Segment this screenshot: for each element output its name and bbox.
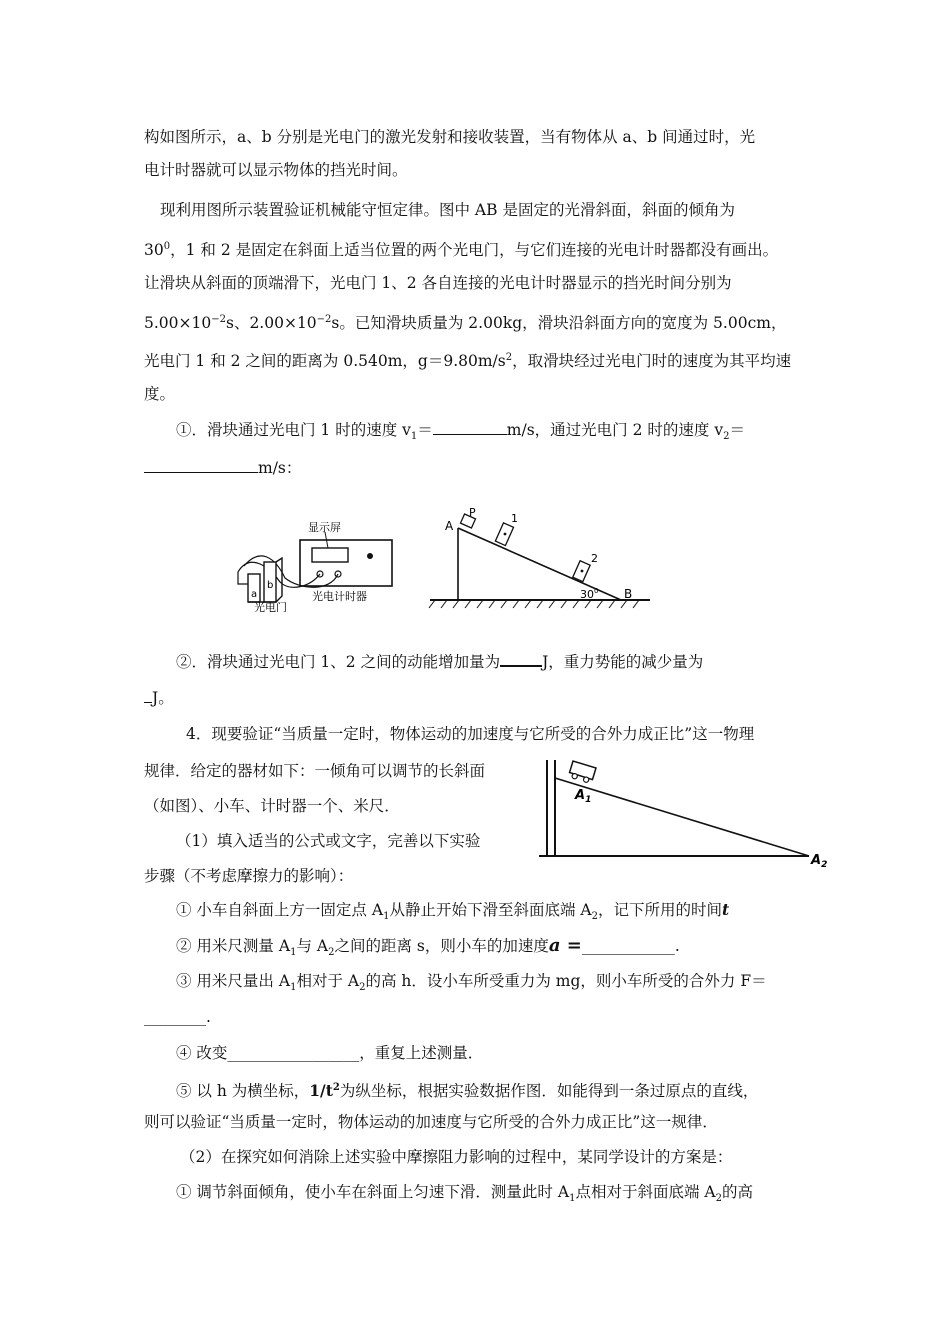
- gate-b-label: b: [267, 580, 274, 591]
- step-3-b: 相对于 A: [296, 972, 360, 990]
- ep-blank[interactable]: [144, 687, 152, 703]
- time-symbol: t: [721, 900, 730, 919]
- q2-unit: J。: [152, 689, 174, 707]
- t1-mantissa: 5.00×10: [144, 314, 212, 333]
- cart: [568, 761, 596, 784]
- part2-sub1: 1: [569, 1193, 576, 1205]
- p2-line4: [144, 309, 786, 334]
- q1-line1: [176, 419, 745, 448]
- step-4-c: ，重复上述测量．: [359, 1044, 484, 1062]
- v1-blank[interactable]: [433, 419, 507, 435]
- step-5: [176, 1077, 758, 1102]
- p4-line2: 规律．给定的器材如下：一倾角可以调节的长斜面: [144, 762, 486, 780]
- angle-value: 30: [144, 241, 164, 260]
- p1-line2: 电计时器就可以显示物体的挡光时间。: [144, 161, 408, 179]
- a2-letter: A: [811, 853, 822, 868]
- step-3-a: ③ 用米尺量出 A: [176, 972, 291, 990]
- step-5-a: ⑤ 以 h 为横坐标，: [176, 1082, 310, 1101]
- part2-line2: [176, 1181, 753, 1210]
- angle-value-text: 30: [580, 588, 594, 601]
- part2-a: ① 调节斜面倾角，使小车在斜面上匀速下滑．测量此时 A: [176, 1183, 570, 1201]
- angle-degree: 0: [594, 587, 599, 595]
- a1-label: [574, 788, 591, 805]
- step-5-cont: 则可以验证“当质量一定时，物体运动的加速度与它所受的合外力成正比”这一规律．: [144, 1113, 718, 1131]
- a1-letter: A: [575, 788, 586, 803]
- timer-box: [300, 540, 392, 586]
- ground-hatch: [429, 600, 639, 608]
- gate-label: 光电门: [254, 601, 287, 612]
- p2-line6: 度。: [144, 385, 176, 403]
- part2-b: 点相对于斜面底端 A: [575, 1183, 716, 1201]
- accel-blank[interactable]: ____________.: [581, 937, 680, 955]
- timer-knob: [367, 553, 373, 559]
- p4-line4: （1）填入适当的公式或文字，完善以下实验: [176, 832, 481, 850]
- p2-line2-text: ，1 和 2 是固定在斜面上适当位置的两个光电门，与它们连接的光电计时器都没有画出。: [170, 241, 779, 260]
- screen-label: 显示屏: [308, 521, 341, 534]
- inv-t-text: 1/t: [309, 1081, 333, 1101]
- step-1: [176, 899, 729, 928]
- p2-line5: [144, 347, 791, 372]
- p2-line5-a: 光电门 1 和 2 之间的距离为 0.540m，g＝9.80m/s: [144, 352, 506, 371]
- step-2-sub2: 2: [328, 947, 335, 959]
- point-p-label: P: [469, 506, 476, 519]
- step-2: [176, 935, 680, 964]
- step-5-c: 为纵坐标，根据实验数据作图．如能得到一条过原点的直线，: [339, 1082, 759, 1101]
- point-b-label: B: [624, 587, 633, 601]
- part2-line1: （2）在探究如何消除上述实验中摩擦阻力影响的过程中，某同学设计的方案是：: [180, 1148, 733, 1166]
- q2-text-a: ②．滑块通过光电门 1、2 之间的动能增加量为: [176, 653, 501, 671]
- step-3: [176, 970, 767, 999]
- a2-subscript: 2: [821, 860, 828, 870]
- p1-line1: 构如图所示，a、b 分别是光电门的激光发射和接收装置，当有物体从 a、b 间通过时，光: [144, 128, 756, 146]
- step-2-c: 之间的距离 s，则小车的加速度: [334, 937, 549, 955]
- t1-exp: −2: [211, 314, 226, 325]
- v2-blank[interactable]: [144, 457, 258, 473]
- q1-eq1: ＝: [417, 421, 433, 439]
- gate-2-label: 2: [591, 552, 598, 565]
- degree-mark: 0: [163, 241, 171, 252]
- incline-figure: [425, 502, 655, 612]
- step-3-sub1: 1: [290, 982, 297, 994]
- force-blank[interactable]: ________.: [144, 1008, 211, 1026]
- long-slope: [555, 778, 809, 856]
- gate-2-dot: [581, 570, 584, 573]
- p2-line1: 现利用图所示装置验证机械能守恒定律。图中 AB 是固定的光滑斜面，斜面的倾角为: [160, 201, 735, 219]
- display-screen: [312, 548, 348, 562]
- p4-line1: 4．现要验证“当质量一定时，物体运动的加速度与它所受的合外力成正比”这一物理: [186, 725, 755, 743]
- step-1-b: 从静止开始下滑至斜面底端 A: [389, 901, 592, 919]
- q2-text-b: J，重力势能的减少量为: [542, 653, 704, 671]
- q1-unit: m/s：: [258, 459, 302, 477]
- p4-line3: （如图）、小车、计时器一个、米尺．: [144, 797, 400, 815]
- t2-exp: −2: [316, 314, 332, 325]
- step-3-cont: [144, 1006, 211, 1028]
- q2-line1: [176, 650, 703, 673]
- q1-text-a: ①．滑块通过光电门 1 时的速度 v: [176, 421, 411, 439]
- p2-line5-b: ，取滑块经过光电门时的速度为其平均速: [512, 352, 792, 371]
- change-blank[interactable]: _________________: [227, 1044, 360, 1062]
- inv-t-exp: 2: [332, 1082, 340, 1093]
- g-exp: 2: [505, 352, 513, 363]
- p2-line4-rest: s。已知滑块质量为 2.00kg，滑块沿斜面方向的宽度为 5.00cm，: [331, 314, 787, 333]
- part2-sub2: 2: [715, 1193, 722, 1205]
- gate-1-dot: [504, 533, 507, 536]
- step-2-sub1: 1: [290, 947, 297, 959]
- point-a-label: A: [445, 519, 454, 533]
- a1-subscript: 1: [585, 795, 592, 805]
- part2-c: 的高: [721, 1183, 753, 1201]
- step-3-c: 的高 h．设小车所受重力为 mg，则小车所受的合外力 F＝: [365, 972, 767, 990]
- p4-line5: 步骤（不考虑摩擦力的影响）：: [144, 867, 354, 885]
- q2-line2: [144, 687, 174, 709]
- gate-1-label: 1: [511, 512, 518, 525]
- v2-sub: 2: [723, 431, 730, 443]
- p2-line3: 让滑块从斜面的顶端滑下，光电门 1、2 各自连接的光电计时器显示的挡光时间分别为: [144, 274, 732, 292]
- ek-blank[interactable]: [500, 650, 542, 667]
- angle-label: [580, 587, 598, 601]
- v1-sub: 1: [410, 431, 418, 443]
- accel-symbol: a =: [548, 935, 582, 956]
- step-2-b: 与 A: [296, 937, 329, 955]
- inv-t2-symbol: [309, 1081, 340, 1100]
- q1-eq2: ＝: [729, 421, 745, 439]
- step-1-c: ，记下所用的时间: [597, 901, 722, 919]
- timer-label: 光电计时器: [312, 590, 367, 603]
- a2-label: [810, 853, 827, 870]
- step-1-a: ① 小车自斜面上方一固定点 A: [176, 901, 384, 919]
- photogate-timer-figure: [230, 512, 400, 612]
- step-2-a: ② 用米尺测量 A: [176, 937, 291, 955]
- q1-text-c: m/s，通过光电门 2 时的速度 v: [506, 421, 724, 439]
- step-1-sub2: 2: [591, 911, 598, 923]
- gate-a-label: a: [251, 589, 258, 600]
- step-4-a: ④ 改变: [176, 1044, 228, 1062]
- p2-line2: [144, 236, 778, 261]
- q1-line2: [144, 457, 301, 479]
- t2-mantissa: s、2.00×10: [225, 314, 317, 333]
- step-1-sub1: 1: [383, 911, 390, 923]
- step-4: [176, 1042, 483, 1064]
- step-3-sub2: 2: [359, 982, 366, 994]
- long-incline-figure: [535, 752, 835, 872]
